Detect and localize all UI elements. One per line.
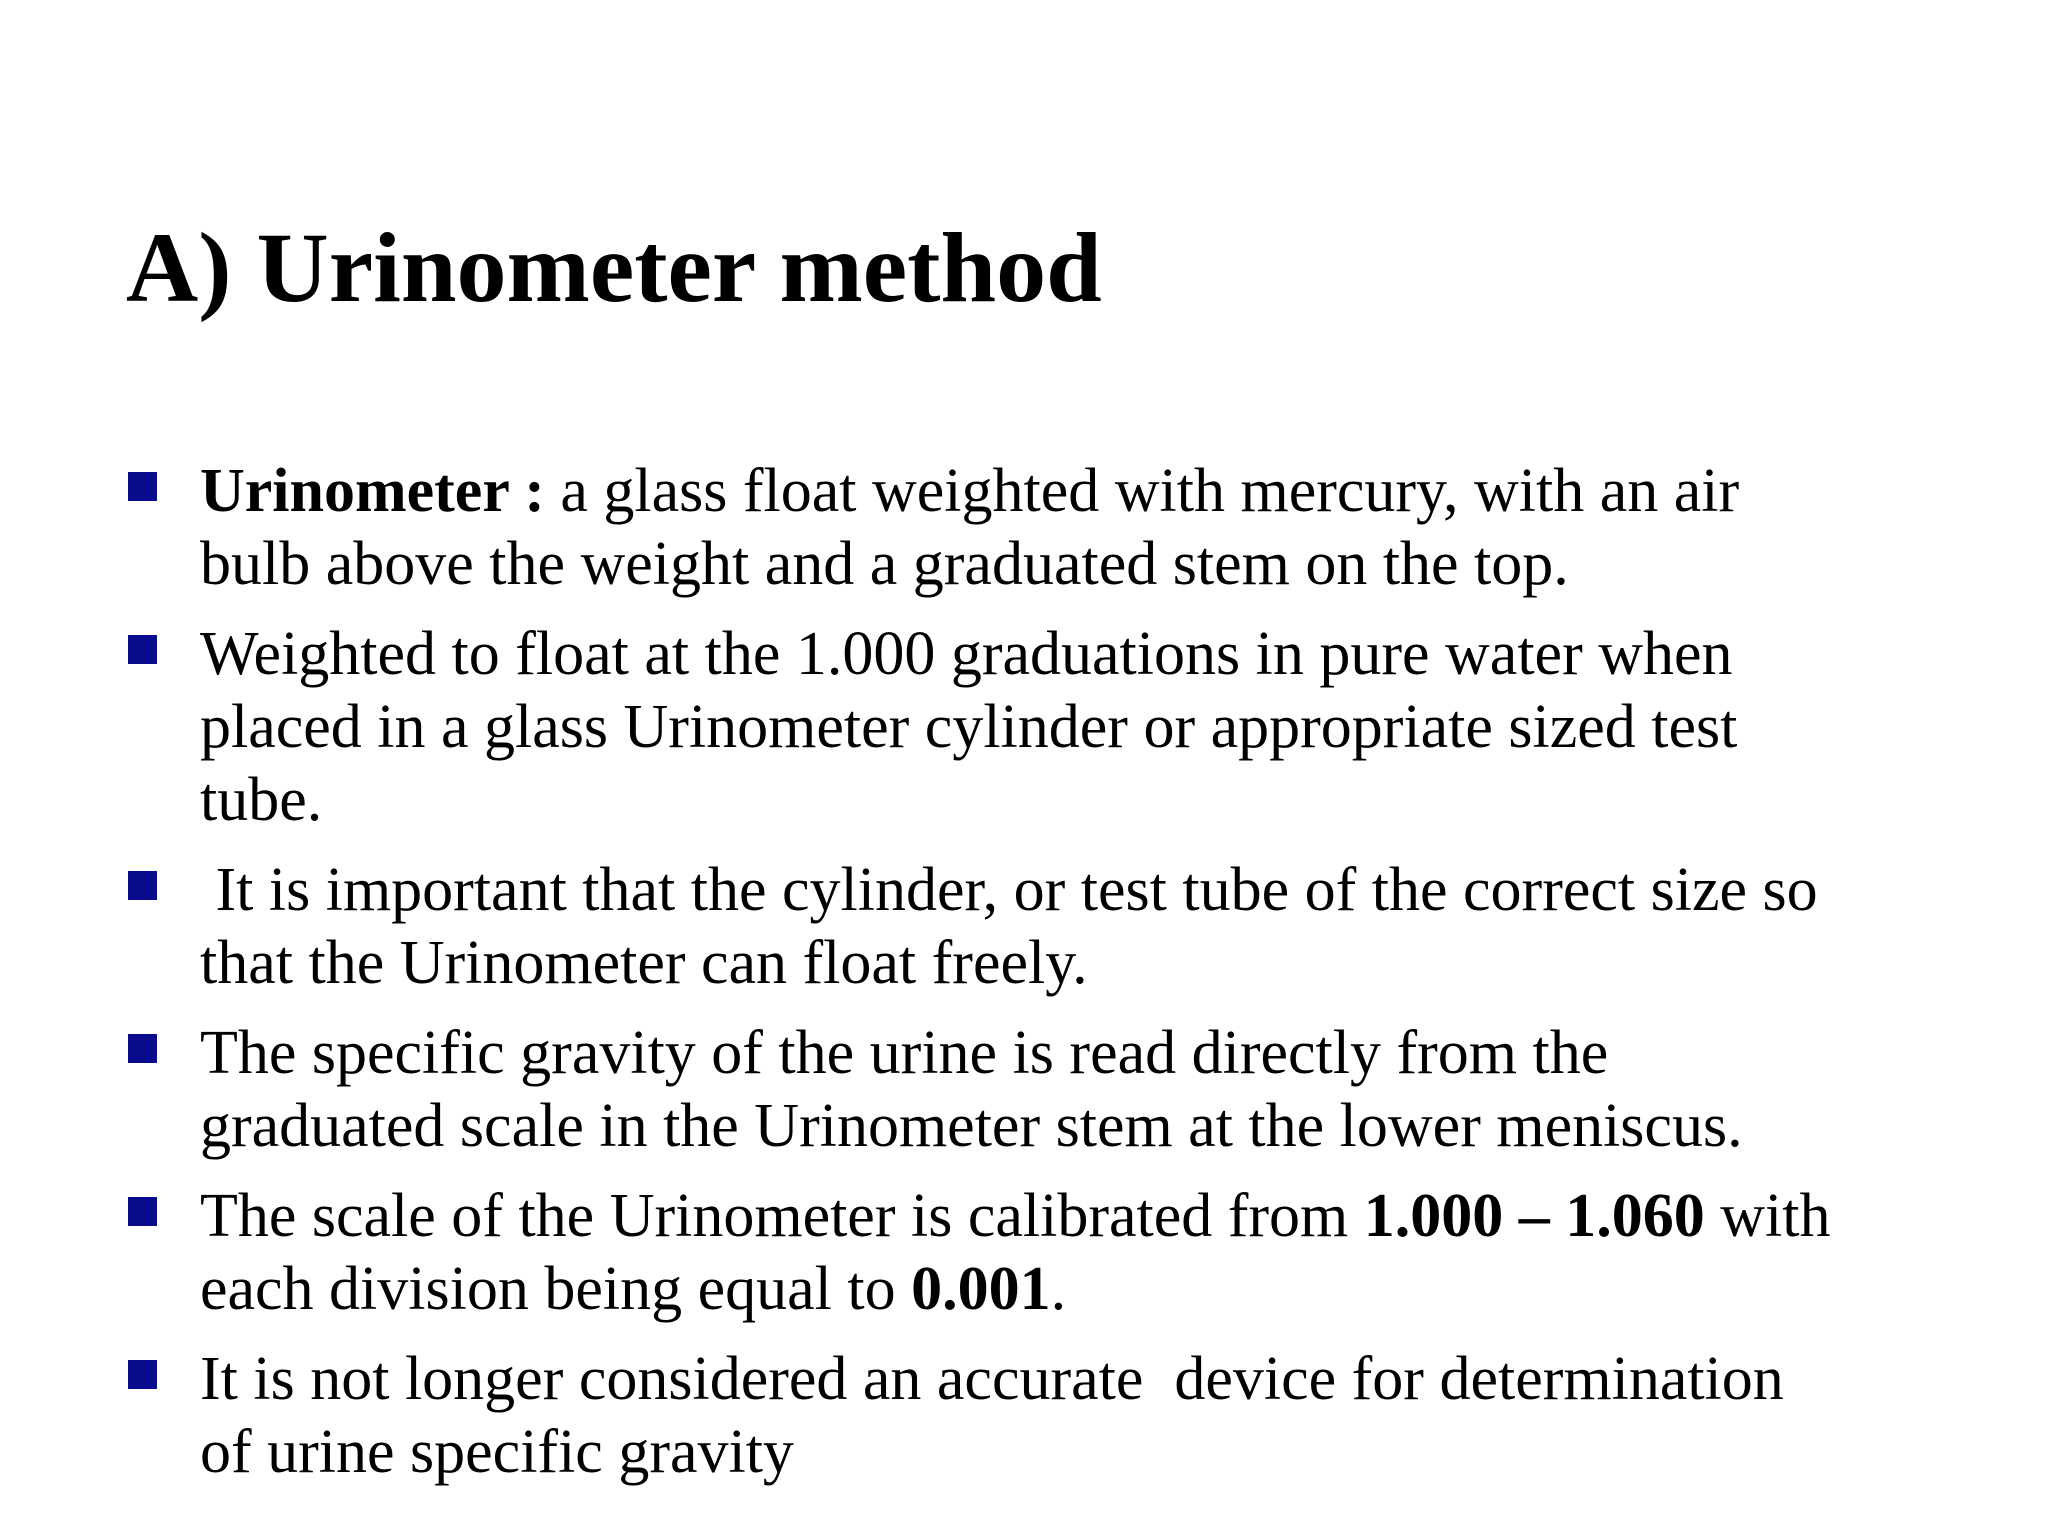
bullet-item (0, 1180, 1840, 1326)
bullet-text (200, 620, 1737, 834)
bullet-text (200, 1182, 1830, 1323)
bullet-text-segment: It is important that the cylinder, or test tube of the correct size so that the Urinometer can float freely. (200, 856, 1834, 997)
square-bullet-icon (128, 472, 157, 501)
bullet-text-segment: The specific gravity of the urine is read directly from the graduated scale in the Urinometer stem at the lower meniscus. (200, 1019, 1743, 1160)
bullet-item (0, 618, 1840, 837)
bullet-item (0, 854, 1840, 1000)
bullet-text-segment: Weighted to float at the 1.000 graduations in pure water when placed in a glass Urinometer cylinder or appropriate sized test tube. (200, 620, 1738, 834)
square-bullet-icon (128, 871, 157, 900)
bullet-term: Urinometer : (200, 457, 545, 525)
bullet-text (200, 1345, 1799, 1486)
slide-title: A) Urinometer method (126, 212, 1102, 323)
square-bullet-icon (128, 1034, 157, 1063)
bullet-text (200, 856, 1833, 997)
bullet-item (0, 455, 1840, 601)
square-bullet-icon (128, 1360, 157, 1389)
bullet-text (200, 1019, 1743, 1160)
bullet-text (200, 457, 1739, 598)
square-bullet-icon (128, 1197, 157, 1226)
square-bullet-icon (128, 635, 157, 664)
bullet-text-segment: . (1050, 1255, 1067, 1323)
bullet-item (0, 1017, 1840, 1163)
bullet-text-segment: with each division being equal to (200, 1182, 1831, 1323)
bullet-bold-value: 0.001 (911, 1255, 1051, 1323)
bullet-item (0, 1343, 1840, 1489)
bullet-list (0, 455, 2048, 1506)
bullet-text-segment: a glass float weighted with mercury, with an air bulb above the weight and a graduated stem on the top. (200, 457, 1740, 598)
bullet-text-segment: It is not longer considered an accurate device for determination of urine specific gravity (200, 1345, 1800, 1486)
bullet-bold-value: 1.000 – 1.060 (1363, 1182, 1705, 1250)
bullet-text-segment: The scale of the Urinometer is calibrated from (200, 1182, 1364, 1250)
